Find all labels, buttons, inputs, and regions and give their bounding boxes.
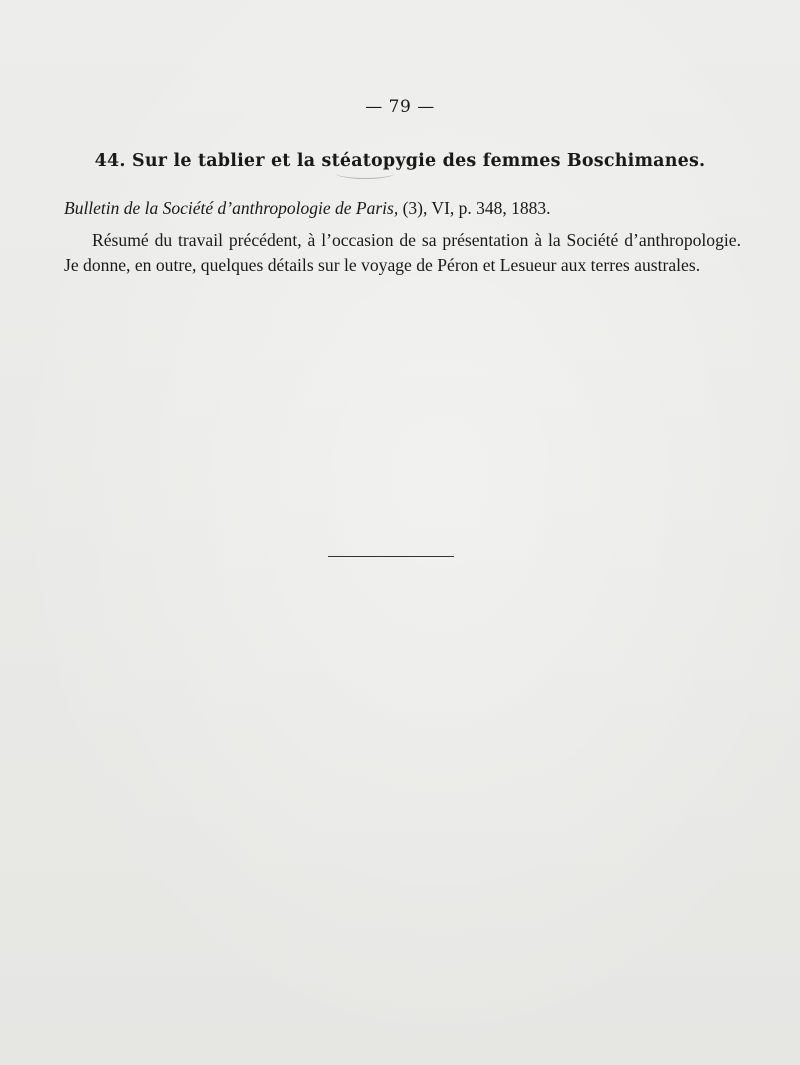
section-title: 44. Sur le tablier et la stéatopygie des femmes Boschimanes.	[94, 151, 706, 171]
page-number: — 79 —	[365, 97, 435, 117]
body-text	[64, 228, 741, 277]
citation	[64, 198, 744, 219]
citation-details: (3), VI, p. 348, 1883.	[398, 198, 551, 218]
summary-paragraph: Résumé du travail précédent, à l’occasion de sa présentation à la Société d’anthropologie. Je donne, en outre, quelques détails sur le voyage de Péron et Lesueur aux terres australes.	[64, 230, 741, 275]
underline-mark	[336, 168, 394, 179]
citation-journal: Bulletin de la Société d’anthropologie de Paris,	[64, 198, 399, 218]
separator-rule	[328, 556, 454, 557]
